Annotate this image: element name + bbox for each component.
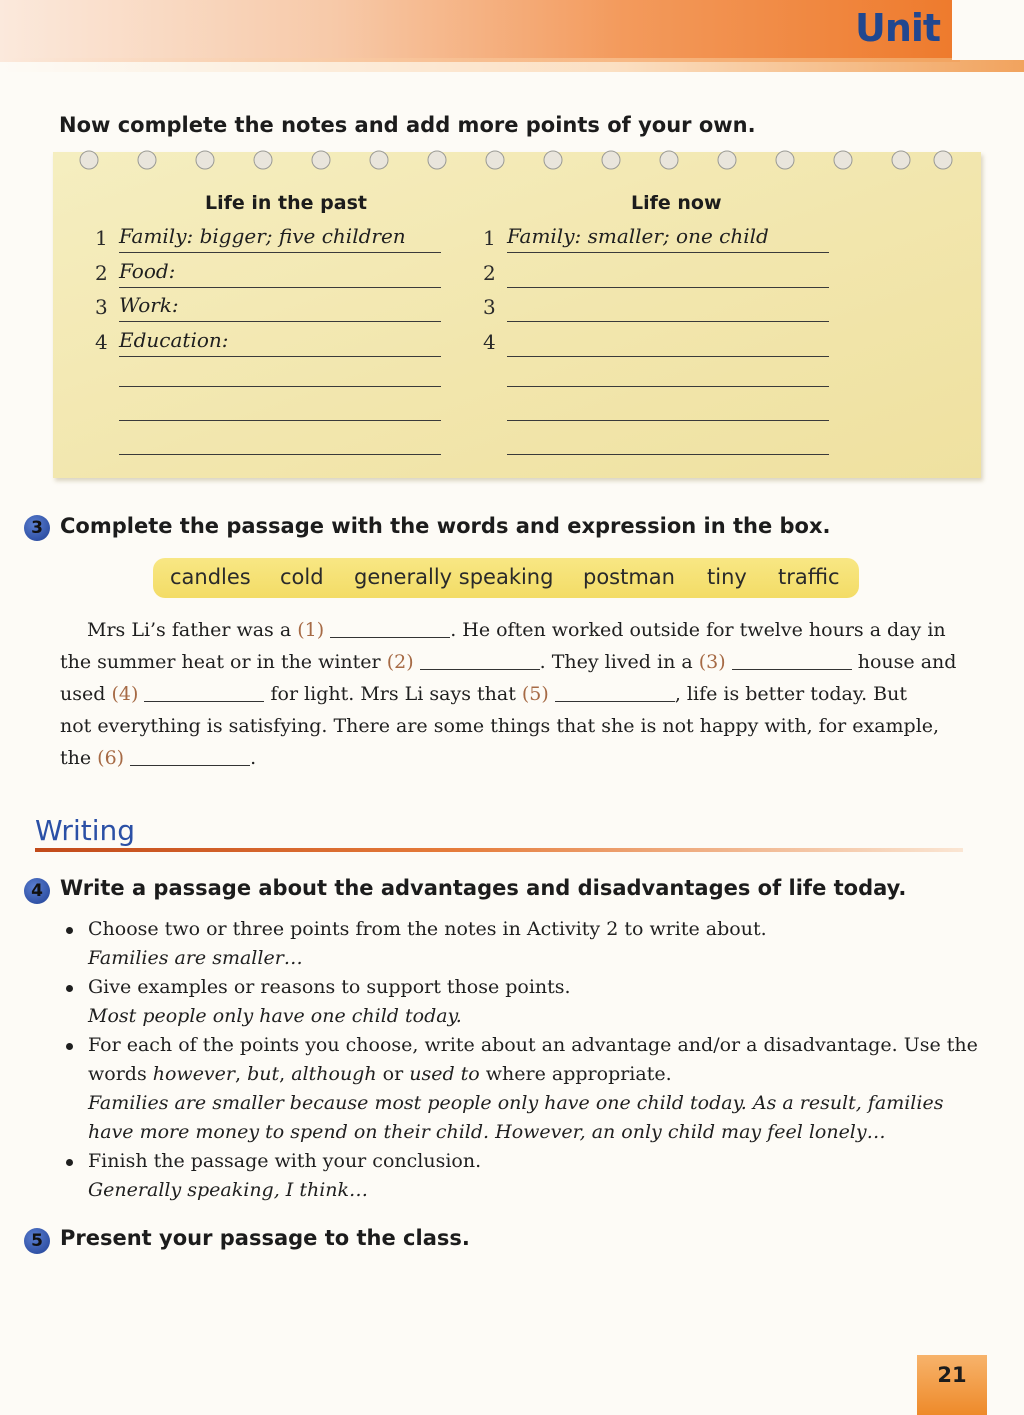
unit-label: Unit: [855, 6, 941, 50]
now-extra-line[interactable]: [507, 420, 829, 421]
note-text: Family: smaller; one child: [507, 224, 829, 253]
activity-4-badge: 4: [24, 878, 50, 904]
note-text: Food:: [119, 259, 441, 288]
past-extra-line[interactable]: [119, 386, 441, 387]
note-answer-line[interactable]: [507, 259, 829, 288]
now-note-1: [483, 224, 833, 254]
gap-number: (1): [297, 619, 325, 641]
passage-line: [60, 742, 988, 774]
passage-text: not everything is satisfying. There are some things that she is not happy with, for example,: [60, 715, 940, 737]
answer-gap-3[interactable]: [732, 651, 852, 670]
gap-number: (3): [698, 651, 726, 673]
passage-text: used (4) for light. Mrs Li says that (5) , life is better today. But: [60, 683, 907, 705]
keyword-however: however: [152, 1063, 235, 1085]
step-example: Families are smaller because most people only have one child today. As a result, families: [88, 1092, 944, 1114]
gap-number: (4): [111, 683, 139, 705]
past-note-1: [95, 224, 445, 254]
note-answer-line[interactable]: [507, 328, 829, 357]
passage-line: [60, 710, 988, 742]
writing-steps: [64, 915, 994, 1205]
note-number: 4: [95, 330, 108, 354]
step-bullet: Finish the passage with your conclusion.: [64, 1147, 994, 1176]
past-extra-line[interactable]: [119, 420, 441, 421]
notes-sheet: [53, 152, 981, 478]
word-postman: postman: [583, 565, 675, 589]
unit-tab: [952, 0, 1024, 60]
now-note-4: [483, 328, 833, 358]
gap-number: (6): [97, 747, 125, 769]
section-divider: [35, 848, 963, 852]
step-bullet: Choose two or three points from the notes in Activity 2 to write about.: [64, 915, 994, 944]
now-extra-line[interactable]: [507, 454, 829, 455]
passage-text: Mrs Li’s father was a (1) . He often worked outside for twelve hours a day in: [87, 619, 946, 641]
step-example: have more money to spend on their child. However, an only child may feel lonely…: [88, 1121, 886, 1143]
top-banner-stripe: [0, 58, 1024, 72]
activity-4-title: Write a passage about the advantages and disadvantages of life today.: [60, 876, 907, 900]
passage-text: the (6) .: [60, 747, 257, 769]
word-traffic: traffic: [778, 565, 840, 589]
writing-section-title: Writing: [35, 814, 135, 847]
keyword-used-to: used to: [409, 1063, 480, 1085]
now-note-2: [483, 259, 833, 289]
now-column-title: Life now: [631, 192, 722, 214]
answer-gap-2[interactable]: [420, 651, 540, 670]
keyword-but: but: [247, 1063, 280, 1085]
word-tiny: tiny: [707, 565, 747, 589]
word-cold: cold: [280, 565, 324, 589]
note-text: Family: bigger; five children: [119, 224, 441, 253]
note-number: 4: [483, 330, 496, 354]
activity-3-badge: 3: [24, 515, 50, 541]
word-generally-speaking: generally speaking: [354, 565, 554, 589]
passage-line: [60, 646, 988, 678]
answer-gap-6[interactable]: [130, 747, 250, 766]
gap-number: (2): [386, 651, 414, 673]
answer-gap-5[interactable]: [555, 683, 675, 702]
keyword-although: although: [291, 1063, 377, 1085]
spiral-rings: [53, 146, 981, 176]
page-number: 21: [937, 1363, 967, 1387]
note-number: 3: [483, 295, 496, 319]
word-candles: candles: [170, 565, 251, 589]
step-example: Families are smaller…: [88, 947, 303, 969]
step-example: Generally speaking, I think…: [88, 1179, 369, 1201]
answer-gap-4[interactable]: [144, 683, 264, 702]
activity-5-title: Present your passage to the class.: [60, 1226, 470, 1250]
passage-text: the summer heat or in the winter (2) . They lived in a (3) house and: [60, 651, 957, 673]
gap-number: (5): [521, 683, 549, 705]
note-text: Work:: [119, 293, 441, 322]
passage-line: [60, 614, 988, 646]
step-example: Most people only have one child today.: [88, 1005, 462, 1027]
note-text: Education:: [119, 328, 441, 357]
passage: [60, 614, 988, 774]
notes-instruction: Now complete the notes and add more points of your own.: [59, 113, 756, 137]
step-bullet: Give examples or reasons to support those points.: [64, 973, 994, 1002]
past-note-3: [95, 293, 445, 323]
note-number: 2: [95, 261, 108, 285]
note-number: 1: [483, 226, 496, 250]
activity-3-title: Complete the passage with the words and expression in the box.: [60, 514, 831, 538]
answer-gap-1[interactable]: [330, 619, 450, 638]
past-note-4: [95, 328, 445, 358]
now-note-3: [483, 293, 833, 323]
past-extra-line[interactable]: [119, 454, 441, 455]
top-banner: [0, 0, 960, 62]
past-column-title: Life in the past: [205, 192, 367, 214]
note-number: 1: [95, 226, 108, 250]
past-note-2: [95, 259, 445, 289]
note-number: 2: [483, 261, 496, 285]
step-bullet: For each of the points you choose, write about an advantage and/or a disadvantage. Use the words however, but, although or used to where appropriate.: [64, 1031, 994, 1089]
passage-line: [60, 678, 988, 710]
now-extra-line[interactable]: [507, 386, 829, 387]
note-number: 3: [95, 295, 108, 319]
word-box: [153, 558, 859, 598]
activity-5-badge: 5: [24, 1228, 50, 1254]
note-answer-line[interactable]: [507, 293, 829, 322]
